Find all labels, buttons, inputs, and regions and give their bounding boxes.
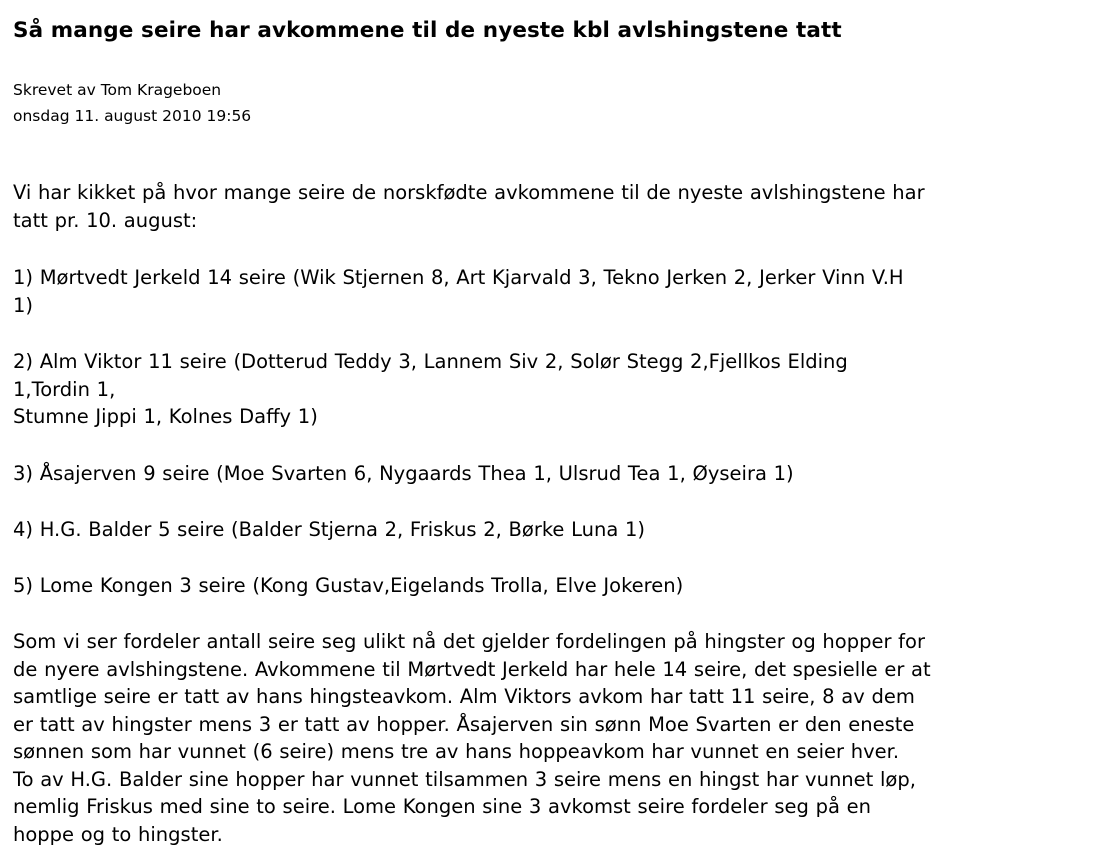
list-item-1: 1) Mørtvedt Jerkeld 14 seire (Wik Stjernen 8, Art Kjarvald 3, Tekno Jerken 2, Jerker Vinn V.H 1) [13, 266, 904, 317]
list-item-5: 5) Lome Kongen 3 seire (Kong Gustav,Eigelands Trolla, Elve Jokeren) [13, 574, 684, 597]
list-item-2: 2) Alm Viktor 11 seire (Dotterud Teddy 3, Lannem Siv 2, Solør Stegg 2,Fjellkos Elding 1,Tordin 1, Stumne Jippi 1, Kolnes Daffy 1) [13, 350, 848, 428]
intro-paragraph: Vi har kikket på hvor mange seire de norskfødte avkommene til de nyeste avlshingstene har tatt pr. 10. august: [13, 181, 925, 232]
article-date: onsdag 11. august 2010 19:56 [13, 107, 252, 125]
list-item-4: 4) H.G. Balder 5 seire (Balder Stjerna 2, Friskus 2, Børke Luna 1) [13, 518, 646, 541]
list-item-3: 3) Åsajerven 9 seire (Moe Svarten 6, Nygaards Thea 1, Ulsrud Tea 1, Øyseira 1) [13, 462, 794, 485]
article-author: Skrevet av Tom Krageboen [13, 81, 222, 99]
body-paragraph: Som vi ser fordeler antall seire seg ulikt nå det gjelder fordelingen på hingster og hopper for de nyere avlshingstene. Avkommene til Mørtvedt Jerkeld har hele 14 seire, det spesielle er at samtlige seire er tatt av hans hingsteavkom. Alm Viktors avkom har tatt 11 seire, 8 av dem er tatt av hingster mens 3 er tatt av hopper. Åsajerven sin sønn Moe Svarten er den eneste sønnen som har vunnet (6 seire) mens tre av hans hoppeavkom har vunnet en seier hver. To av H.G. Balder sine hopper har vunnet tilsammen 3 seire mens en hingst har vunnet løp, nemlig Friskus med sine to seire. Lome Kongen sine 3 avkomst seire fordeler seg på en hoppe og to hingster. [13, 630, 931, 846]
article-title: Så mange seire har avkommene til de nyeste kbl avlshingstene tatt [13, 18, 842, 43]
